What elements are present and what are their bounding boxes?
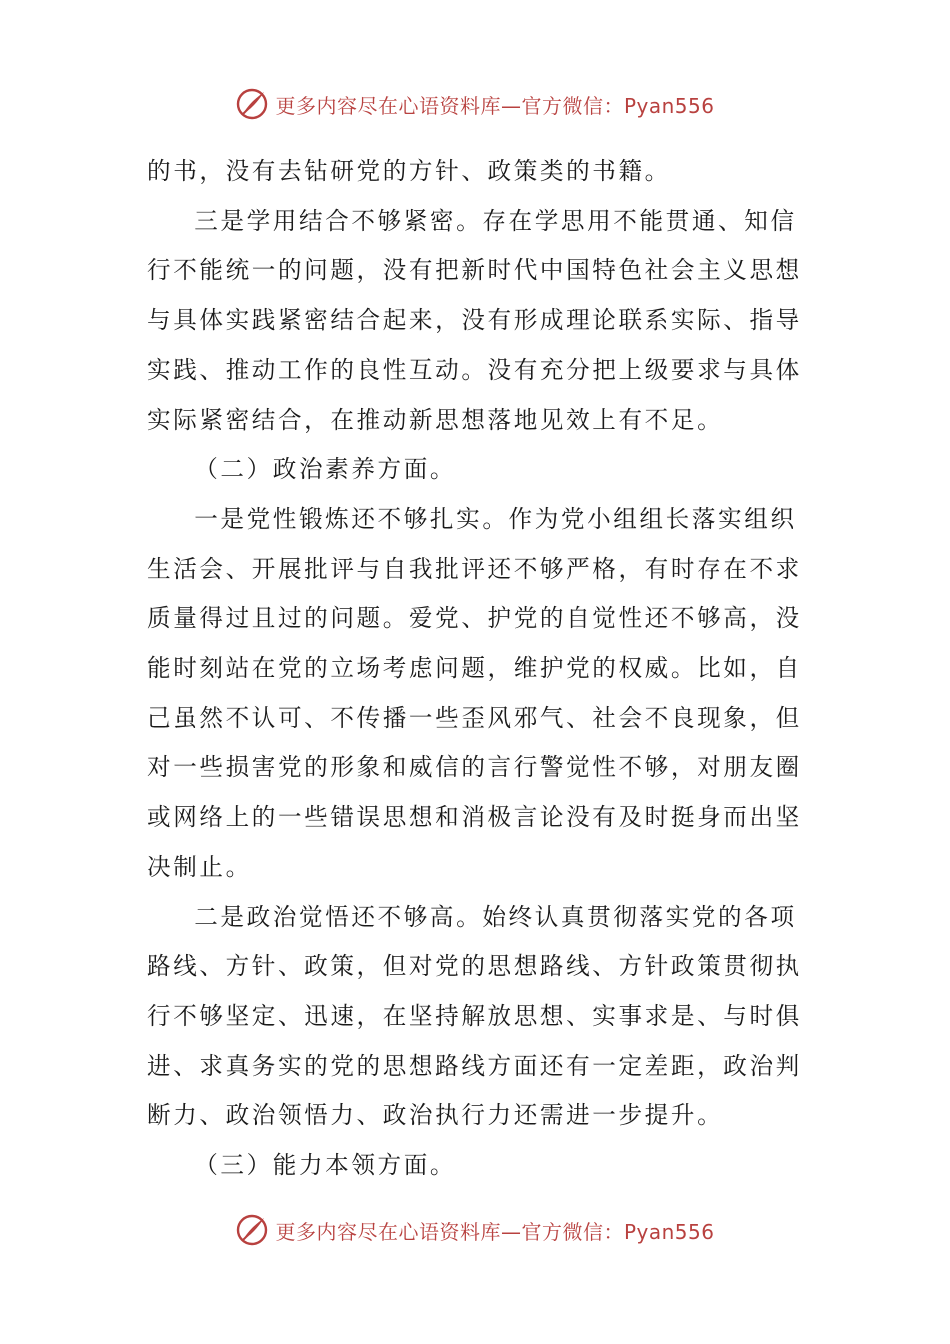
header-banner — [0, 82, 950, 126]
section-heading-2 — [147, 445, 807, 495]
text-line: 的书，没有去钻研党的方针、政策类的书籍。 — [147, 157, 671, 185]
text-line: 行不够坚定、迅速，在坚持解放思想、实事求是、与时俱 — [147, 1001, 802, 1030]
section-heading-3 — [147, 1141, 807, 1191]
paragraph-4 — [147, 893, 807, 1142]
paragraph-2 — [147, 197, 807, 446]
quill-pen-logo-icon — [235, 87, 269, 121]
text-line: 实践、推动工作的良性互动。没有充分把上级要求与具体 — [147, 355, 802, 384]
footer-banner-text: 更多内容尽在心语资料库—官方微信：Pyan556 — [275, 1219, 715, 1244]
text-line: 生活会、开展批评与自我批评还不够严格，有时存在不求 — [147, 554, 802, 583]
text-line: 一是党性锻炼还不够扎实。作为党小组组长落实组织 — [194, 504, 797, 533]
text-line: 进、求真务实的党的思想路线方面还有一定差距，政治判 — [147, 1051, 802, 1080]
text-line: 对一些损害党的形象和威信的言行警觉性不够，对朋友圈 — [147, 753, 802, 782]
footer-banner — [0, 1208, 950, 1252]
text-line: 行不能统一的问题，没有把新时代中国特色社会主义思想 — [147, 256, 802, 285]
text-line: 决制止。 — [147, 852, 252, 881]
text-line: 与具体实践紧密结合起来，没有形成理论联系实际、指导 — [147, 306, 802, 335]
text-line: 质量得过且过的问题。爱党、护党的自觉性还不够高，没 — [147, 604, 802, 633]
text-line: （二）政治素养方面。 — [194, 455, 457, 484]
header-banner-text: 更多内容尽在心语资料库—官方微信：Pyan556 — [275, 93, 715, 118]
paragraph-1 — [147, 147, 807, 197]
text-line: 实际紧密结合，在推动新思想落地见效上有不足。 — [147, 405, 724, 434]
document-body — [147, 147, 807, 1191]
quill-pen-logo-icon — [235, 1213, 269, 1247]
text-line: 断力、政治领悟力、政治执行力还需进一步提升。 — [147, 1101, 724, 1130]
text-line: 己虽然不认可、不传播一些歪风邪气、社会不良现象，但 — [147, 703, 802, 732]
text-line: 能时刻站在党的立场考虑问题，维护党的权威。比如，自 — [147, 654, 802, 683]
text-line: 或网络上的一些错误思想和消极言论没有及时挺身而出坚 — [147, 803, 802, 832]
paragraph-3 — [147, 495, 807, 893]
text-line: 三是学用结合不够紧密。存在学思用不能贯通、知信 — [194, 206, 797, 235]
text-line: 二是政治觉悟还不够高。始终认真贯彻落实党的各项 — [194, 902, 797, 931]
text-line: 路线、方针、政策，但对党的思想路线、方针政策贯彻执 — [147, 952, 802, 981]
text-line: （三）能力本领方面。 — [194, 1151, 457, 1180]
